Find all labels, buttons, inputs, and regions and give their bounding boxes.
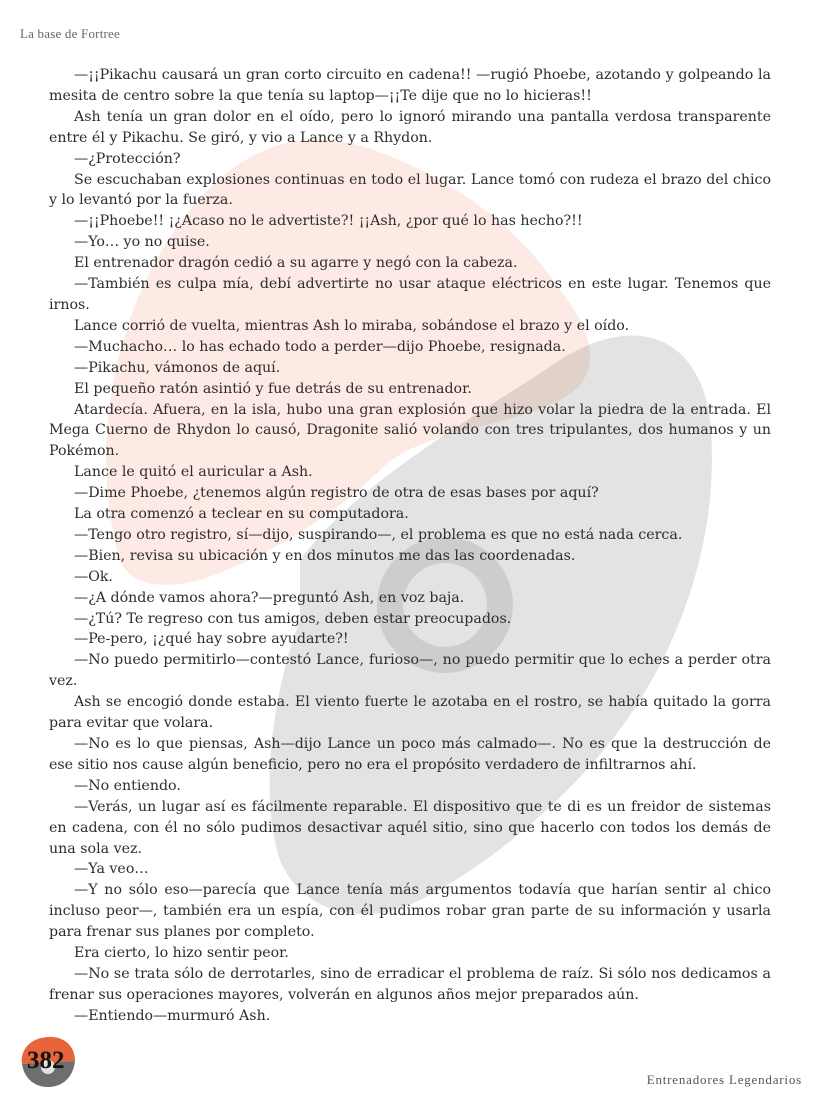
- paragraph: —Verás, un lugar así es fácilmente reparable. El dispositivo que te di es un freidor de sistemas en cadena, con él no sólo pudimos desactivar aquél sitio, sino que hacerlo con todos los demás de una sola vez.: [49, 798, 771, 857]
- paragraph: —Yo… yo no quise.: [74, 234, 210, 251]
- paragraph: Era cierto, lo hizo sentir peor.: [74, 945, 289, 962]
- running-header: La base de Fortree: [20, 26, 120, 41]
- paragraph: —También es culpa mía, debí advertirte no usar ataque eléctricos en este lugar. Tenemos que irnos.: [49, 276, 771, 313]
- paragraph: El pequeño ratón asintió y fue detrás de su entrenador.: [74, 380, 472, 397]
- paragraph: —No puedo permitirlo—contestó Lance, furioso—, no puedo permitir que lo eches a perder otra vez.: [49, 652, 771, 690]
- paragraph: —Ya veo…: [74, 861, 149, 878]
- paragraph: —¿A dónde vamos ahora?—preguntó Ash, en voz baja.: [74, 589, 465, 606]
- paragraph: —No entiendo.: [74, 777, 181, 794]
- paragraph: El entrenador dragón cedió a su agarre y negó con la cabeza.: [74, 255, 518, 272]
- paragraph: Se escuchaban explosiones continuas en todo el lugar. Lance tomó con rudeza el brazo del chico y lo levantó por la fuerza.: [49, 171, 771, 209]
- paragraph: —Entiendo—murmuró Ash.: [74, 1007, 271, 1024]
- paragraph: —¿Tú? Te regreso con tus amigos, deben estar preocupados.: [74, 610, 512, 627]
- paragraph: —Pe-pero, ¡¿qué hay sobre ayudarte?!: [74, 631, 349, 648]
- paragraph: —Dime Phoebe, ¿tenemos algún registro de otra de esas bases por aquí?: [74, 485, 599, 502]
- paragraph: —Bien, revisa su ubicación y en dos minutos me das las coordenadas.: [74, 547, 576, 564]
- paragraph: —Tengo otro registro, sí—dijo, suspirando—, el problema es que no está nada cerca.: [74, 526, 683, 543]
- paragraph: —Pikachu, vámonos de aquí.: [74, 359, 281, 376]
- paragraph: —No es lo que piensas, Ash—dijo Lance un poco más calmado—. No es que la destrucción de ese sitio nos cause algún beneficio, pero no era el propósito verdadero de infiltrarnos ahí.: [49, 736, 771, 773]
- paragraph: —No se trata sólo de derrotarles, sino de erradicar el problema de raíz. Si sólo nos dedicamos a frenar sus operaciones mayores, volverán en algunos años mejor preparados aún.: [49, 965, 771, 1003]
- paragraph: La otra comenzó a teclear en su computadora.: [74, 506, 409, 523]
- running-footer: Entrenadores Legendarios: [646, 1072, 802, 1087]
- paragraph: —Ok.: [74, 568, 113, 585]
- paragraph: —¡¡Phoebe!! ¡¿Acaso no le advertiste?! ¡¡Ash, ¿por qué lo has hecho?!!: [74, 213, 583, 230]
- paragraph: —Muchacho… lo has echado todo a perder—dijo Phoebe, resignada.: [74, 338, 566, 355]
- paragraph: Atardecía. Afuera, en la isla, hubo una gran explosión que hizo volar la piedra de la entrada. El Mega Cuerno de Rhydon lo causó, Dragonite salió volando con tres tripulantes, dos humanos y un Pokémon.: [49, 401, 771, 460]
- paragraph: —¡¡Pikachu causará un gran corto circuito en cadena!! —rugió Phoebe, azotando y golpeando la mesita de centro sobre la que tenía su laptop—¡¡Te dije que no lo hicieras!!: [49, 67, 771, 104]
- body-text: [49, 65, 771, 1027]
- page-number: 382: [27, 1047, 65, 1074]
- paragraph: Ash tenía un gran dolor en el oído, pero lo ignoró mirando una pantalla verdosa transparente entre él y Pikachu. Se giró, y vio a Lance y a Rhydon.: [49, 108, 771, 146]
- paragraph: Lance corrió de vuelta, mientras Ash lo miraba, sobándose el brazo y el oído.: [74, 317, 630, 334]
- paragraph: Ash se encogió donde estaba. El viento fuerte le azotaba en el rostro, se había quitado la gorra para evitar que volara.: [49, 694, 771, 732]
- paragraph: —Y no sólo eso—parecía que Lance tenía más argumentos todavía que harían sentir al chico incluso peor—, también era un espía, con él pudimos robar gran parte de su información y usarla para frenar sus planes por completo.: [49, 882, 771, 941]
- paragraph: —¿Protección?: [74, 150, 181, 167]
- paragraph: Lance le quitó el auricular a Ash.: [74, 464, 313, 481]
